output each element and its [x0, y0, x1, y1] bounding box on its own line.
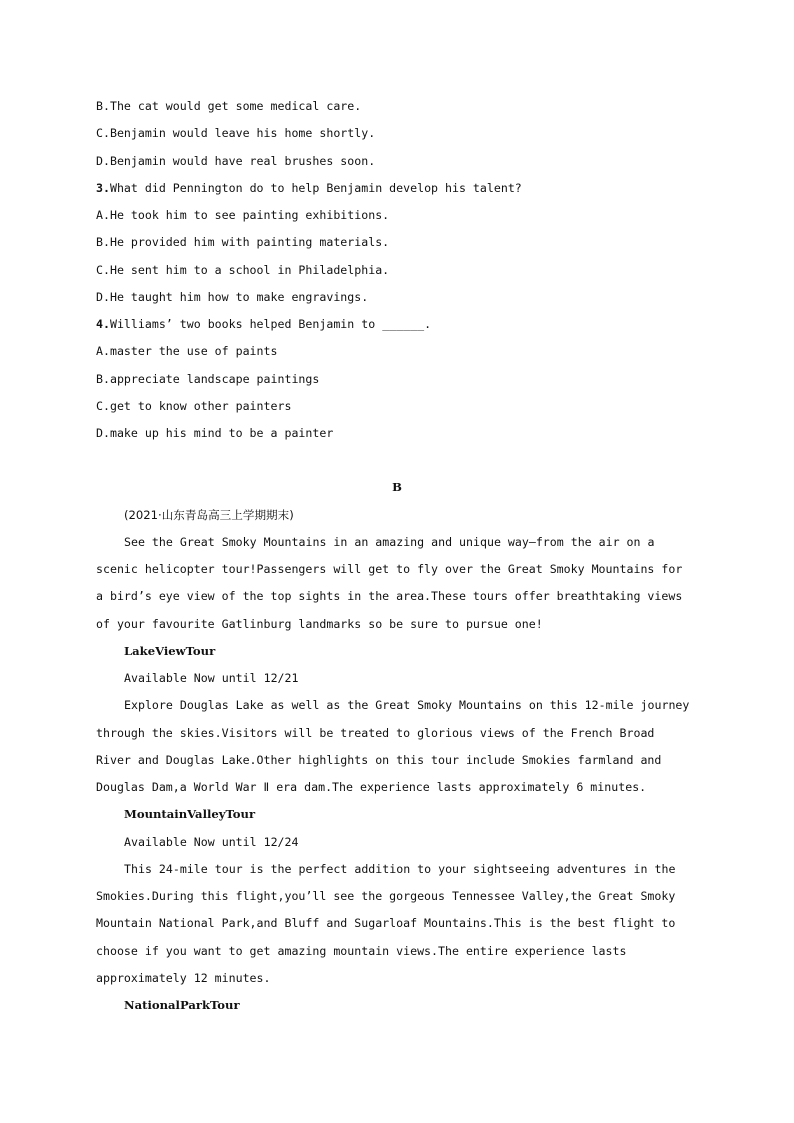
q2-option-d: D.Benjamin would have real brushes soon. [96, 154, 376, 168]
tour-body-line: Douglas Dam,a World War Ⅱ era dam.The experience lasts approximately 6 minutes. [96, 780, 647, 794]
q4-option-c: C.get to know other painters [96, 399, 292, 413]
intro-line: scenic helicopter tour!Passengers will get to fly over the Great Smoky Mountains for [96, 562, 683, 576]
q3-option-a: A.He took him to see painting exhibitions. [96, 208, 390, 222]
q3-question [96, 181, 522, 195]
intro-line: See the Great Smoky Mountains in an amazing and unique way—from the air on a [124, 535, 655, 549]
tour-body-line: Mountain National Park,and Bluff and Sugarloaf Mountains.This is the best flight to [96, 916, 676, 930]
q4-option-b: B.appreciate landscape paintings [96, 372, 320, 386]
q3-option-c: C.He sent him to a school in Philadelphia. [96, 263, 390, 277]
tour-body-line: Explore Douglas Lake as well as the Great Smoky Mountains on this 12-mile journey [124, 698, 690, 712]
tour-body-line: This 24-mile tour is the perfect addition to your sightseeing adventures in the [124, 862, 676, 876]
section-source: (2021·山东青岛高三上学期期末) [124, 508, 294, 522]
tour-body-line: River and Douglas Lake.Other highlights on this tour include Smokies farmland and [96, 753, 662, 767]
q3-stem: What did Pennington do to help Benjamin develop his talent? [109, 181, 522, 195]
intro-line: of your favourite Gatlinburg landmarks so be sure to pursue one! [96, 617, 543, 631]
q4-option-d: D.make up his mind to be a painter [96, 426, 334, 440]
tour-body-line: Smokies.During this flight,you’ll see the gorgeous Tennessee Valley,the Great Smoky [96, 889, 676, 903]
tour-body-line: choose if you want to get amazing mountain views.The entire experience lasts [96, 944, 627, 958]
q4-stem: Williams’ two books helped Benjamin to ______. [109, 317, 432, 331]
q4-question [96, 317, 431, 331]
q4-number: 4. [96, 317, 110, 331]
intro-line: a bird’s eye view of the top sights in the area.These tours offer breathtaking views [96, 589, 683, 603]
section-heading: B [392, 480, 402, 494]
q2-option-b: B.The cat would get some medical care. [96, 99, 362, 113]
tour-body-line: through the skies.Visitors will be treated to glorious views of the French Broad [96, 726, 655, 740]
tour-availability: Available Now until 12/24 [124, 835, 299, 849]
q3-number: 3. [96, 181, 110, 195]
tour-title-mountainvalley: MountainValleyTour [124, 807, 256, 821]
q3-option-d: D.He taught him how to make engravings. [96, 290, 369, 304]
tour-availability: Available Now until 12/21 [124, 671, 299, 685]
q4-option-a: A.master the use of paints [96, 344, 278, 358]
tour-title-lakeview: LakeViewTour [124, 644, 216, 658]
q2-option-c: C.Benjamin would leave his home shortly. [96, 126, 376, 140]
q3-option-b: B.He provided him with painting materials. [96, 235, 390, 249]
tour-title-nationalpark: NationalParkTour [124, 998, 240, 1012]
tour-body-line: approximately 12 minutes. [96, 971, 271, 985]
